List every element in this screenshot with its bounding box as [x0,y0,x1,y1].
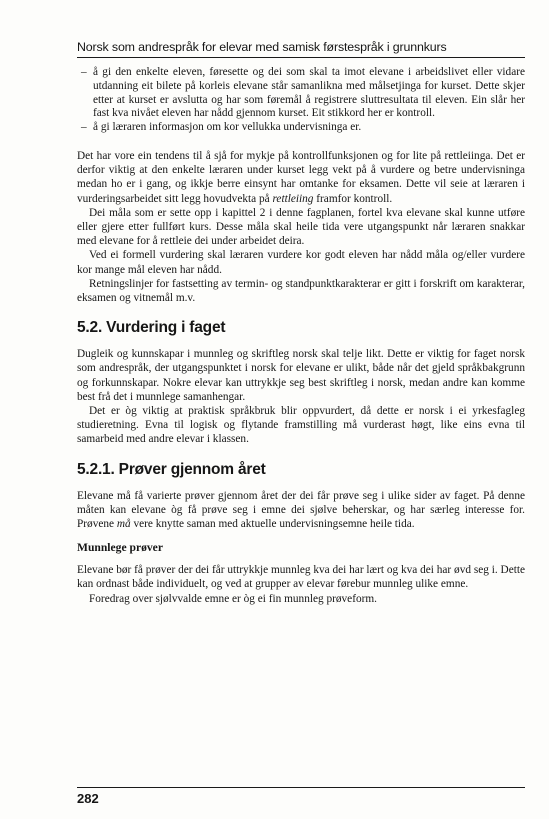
paragraph: Retningslinjer for fastsetting av termin- og standpunktkarakterar er gitt i forskrift om karakterar, eksamen og vitnemål m.v. [77,277,525,305]
paragraph: Foredrag over sjølvvalde emne er òg ei fin munnleg prøveform. [89,592,377,605]
bullet-dash: – [81,66,87,78]
paragraph: Dugleik og kunnskapar i munnleg og skriftleg norsk skal telje likt. Dette er viktig for faget norsk som andrespråk, der utgangspunktet i norsk for elevane er ulikt, både når det gjeld språkbakgrunn og forkunnskapar. Nokre elevar kan uttrykkje seg best skriftleg i norsk, medan andre kan komme best frå det i munnlege samanhengar. [77,348,525,403]
running-header: Norsk som andrespråk for elevar med samisk førstespråk i grunnkurs [77,40,447,54]
subsection-heading: 5.2.1. Prøver gjennom året [77,460,266,478]
page-body [77,66,525,606]
paragraph: Dei måla som er sette opp i kapittel 2 i denne fagplanen, fortel kva elevane skal kunne utføre eller gjere etter fullført kurs. Desse måla skal heile tida vere utgangspunkt når læraren snakkar med elevane for å rettleie dei under arbeidet deira. [77,206,525,248]
text-run: Elevane må få varierte prøver gjennom året der dei får prøve seg i ulike sider av faget. På denne måten kan elevane òg få prøve seg i emne dei sjølve beherskar, og har særleg interesse for. Prøvene [77,489,525,531]
run-in-heading: Munnlege prøver [77,541,163,555]
bullet-text: å gi læraren informasjon om kor vellukka undervisninga er. [93,121,362,134]
text-run: Det har vore ein tendens til å sjå for mykje på kontrollfunksjonen og for lite på rettleiinga. Det er derfor viktig at den enkelte læraren under kurset legg vekt på å vurdere og betre undervisninga medan ho er i gang, og ikkje berre einsynt har omtanke for eksamen. Dette vil seie at læraren i vurderingsarbeidet sitt legg hovudvekta på [77,149,525,205]
footer-rule [77,787,525,788]
page-number: 282 [77,791,99,806]
list-item [77,66,525,121]
list-item [77,121,525,135]
bullet-text: å gi den enkelte eleven, føresette og dei som skal ta imot elevane i arbeidslivet eller vidare utdanning eit bilete på korleis elevane står samanlikna med målsetjinga for kurset. Dette skjer etter at kurset er avslutta og har som føremål å registrere sluttresultata til eleven. Ein slår her fast kva nivået eleven har nådd gjennom kurset. Eit stikkord her er kontroll. [93,66,525,120]
text-run: framfor kontroll. [313,192,393,205]
bullet-dash: – [81,121,87,134]
paragraph: Ved ei formell vurdering skal læraren vurdere kor godt eleven har nådd måla og/eller vurdere kor mange mål eleven har nådd. [77,249,525,276]
emphasis: rettleiing [272,192,314,205]
text-run: vere knytte saman med aktuelle undervisningsemne heile tida. [130,518,415,531]
paragraph [77,149,525,206]
emphasis: må [116,518,131,531]
paragraph: Elevane bør få prøver der dei får uttrykkje munnleg kva dei har lært og kva dei har øvd seg i. Dette kan ordnast både individuelt, og ved at grupper av elevar førebur munnleg ulike emne. [77,564,525,591]
section-heading: 5.2. Vurdering i faget [77,319,226,337]
paragraph [77,489,525,532]
header-rule [77,57,525,58]
bullet-list [77,66,525,135]
paragraph: Det er òg viktig at praktisk språkbruk blir oppvurdert, då dette er norsk i ei yrkesfagleg studieretning. Evna til logisk og flytande framstilling må vurderast høgt, like eins evna til samarbeid med andre elevar i klassen. [77,405,525,446]
